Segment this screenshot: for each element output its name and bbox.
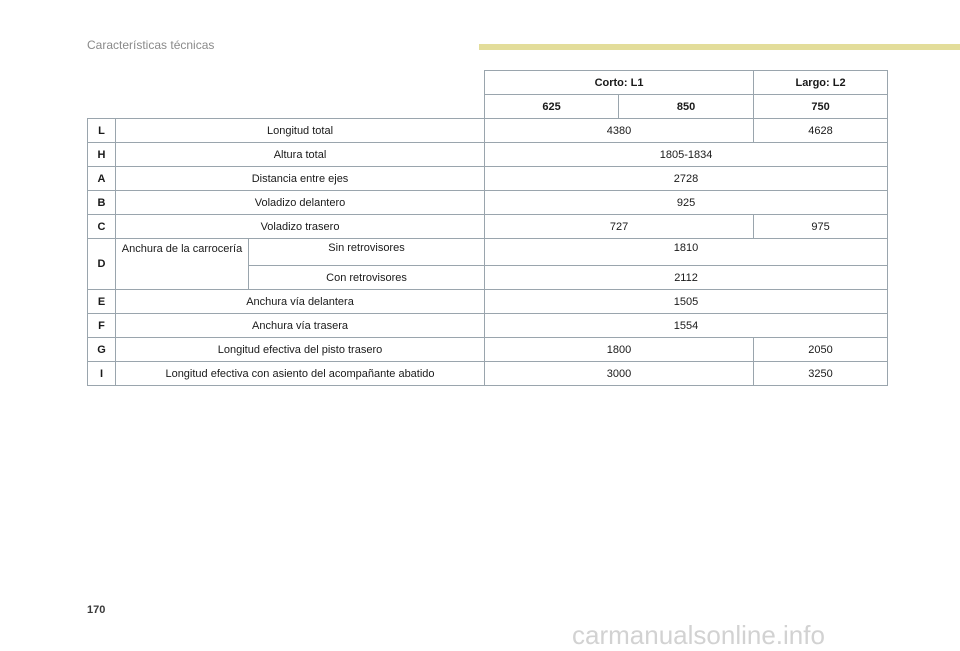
row-code: D bbox=[88, 239, 116, 290]
row-code: G bbox=[88, 338, 116, 362]
row-label: Anchura vía trasera bbox=[116, 314, 485, 338]
row-label: Longitud total bbox=[116, 119, 485, 143]
watermark: carmanualsonline.info bbox=[572, 620, 825, 650]
row-label: Distancia entre ejes bbox=[116, 167, 485, 191]
row-code: I bbox=[88, 362, 116, 386]
section-title: Características técnicas bbox=[87, 38, 215, 52]
row-code: F bbox=[88, 314, 116, 338]
row-value-corto: 727 bbox=[485, 215, 754, 239]
table-header-row bbox=[88, 71, 888, 95]
row-value-corto: 3000 bbox=[485, 362, 754, 386]
row-label: Anchura de la carrocería bbox=[116, 239, 249, 290]
header-blank bbox=[88, 71, 485, 95]
table-row bbox=[88, 290, 888, 314]
row-label: Voladizo trasero bbox=[116, 215, 485, 239]
row-code: H bbox=[88, 143, 116, 167]
table-row bbox=[88, 362, 888, 386]
table-subheader-row bbox=[88, 95, 888, 119]
page-number: 170 bbox=[87, 604, 106, 616]
table-row bbox=[88, 191, 888, 215]
row-code: B bbox=[88, 191, 116, 215]
table-row bbox=[88, 338, 888, 362]
subheader-blank bbox=[88, 95, 485, 119]
table-row bbox=[88, 167, 888, 191]
row-value: 1805-1834 bbox=[485, 143, 888, 167]
row-label: Anchura vía delantera bbox=[116, 290, 485, 314]
row-label: Altura total bbox=[116, 143, 485, 167]
subheader-750: 750 bbox=[754, 95, 888, 119]
row-code: E bbox=[88, 290, 116, 314]
row-value-corto: 1800 bbox=[485, 338, 754, 362]
row-value-corto: 4380 bbox=[485, 119, 754, 143]
row-label: Longitud efectiva del pisto trasero bbox=[116, 338, 485, 362]
row-value: 2728 bbox=[485, 167, 888, 191]
row-value-largo: 3250 bbox=[754, 362, 888, 386]
row-value-largo: 4628 bbox=[754, 119, 888, 143]
subheader-625: 625 bbox=[485, 95, 619, 119]
row-label: Voladizo delantero bbox=[116, 191, 485, 215]
row-value: 2112 bbox=[485, 266, 888, 290]
row-value: 925 bbox=[485, 191, 888, 215]
row-value-largo: 975 bbox=[754, 215, 888, 239]
row-code: A bbox=[88, 167, 116, 191]
section-accent-bar bbox=[479, 44, 960, 50]
header-corto: Corto: L1 bbox=[485, 71, 754, 95]
row-value: 1810 bbox=[485, 239, 888, 266]
table-row bbox=[88, 119, 888, 143]
table-row bbox=[88, 314, 888, 338]
dimensions-table bbox=[87, 70, 888, 386]
row-sublabel: Sin retrovisores bbox=[249, 239, 485, 266]
table-row bbox=[88, 143, 888, 167]
header-largo: Largo: L2 bbox=[754, 71, 888, 95]
row-code: L bbox=[88, 119, 116, 143]
row-value-largo: 2050 bbox=[754, 338, 888, 362]
table-row bbox=[88, 239, 888, 266]
subheader-850: 850 bbox=[619, 95, 754, 119]
row-code: C bbox=[88, 215, 116, 239]
row-value: 1505 bbox=[485, 290, 888, 314]
row-label: Longitud efectiva con asiento del acompañante abatido bbox=[116, 362, 485, 386]
row-sublabel: Con retrovisores bbox=[249, 266, 485, 290]
row-value: 1554 bbox=[485, 314, 888, 338]
table-row bbox=[88, 215, 888, 239]
